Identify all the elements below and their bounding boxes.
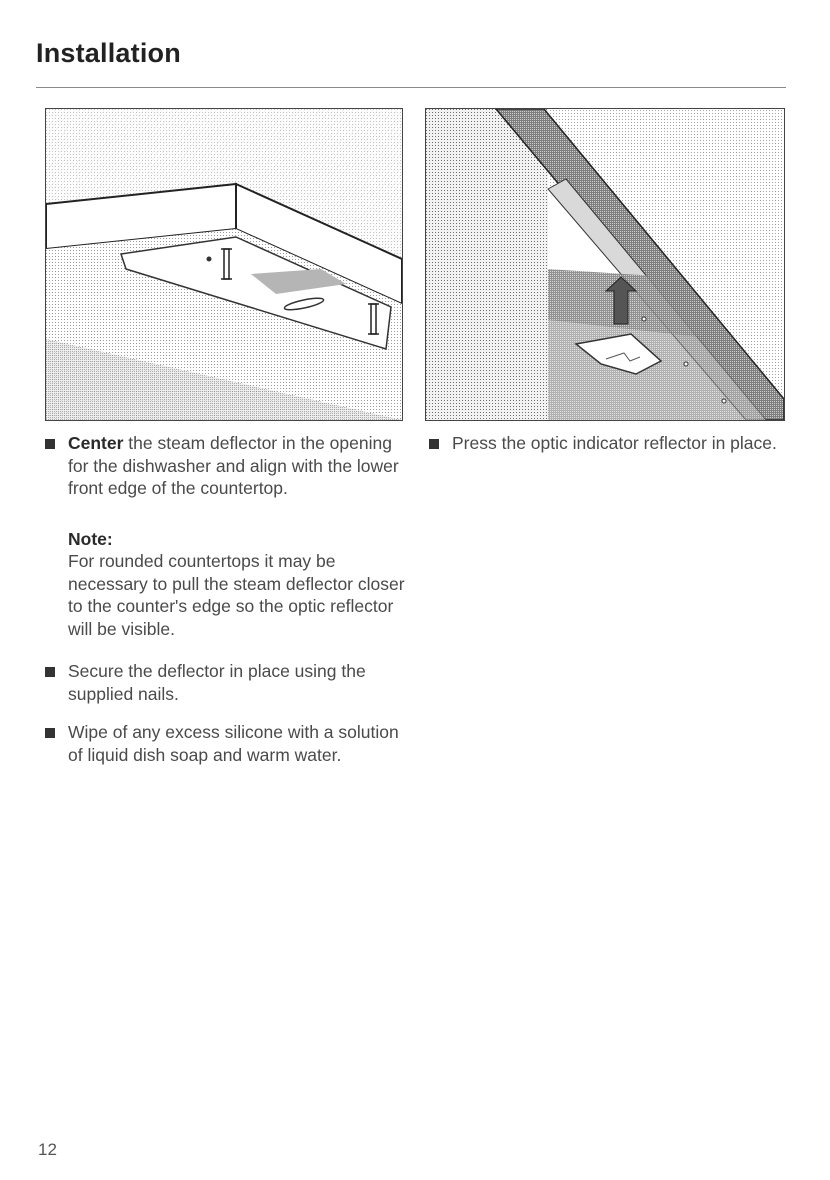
step-text: Wipe of any excess silicone with a solution of liquid dish soap and warm water.: [68, 722, 399, 765]
note-block: [44, 528, 414, 641]
right-text-column: [428, 432, 788, 471]
step-press-reflector: [428, 432, 788, 455]
bullet-icon: [45, 667, 55, 677]
optic-reflector-illustration: [426, 109, 784, 420]
step-secure-deflector: [44, 660, 414, 705]
step-bold-word: Center: [68, 433, 124, 453]
bullet-icon: [45, 439, 55, 449]
step-wipe-silicone: [44, 721, 414, 766]
note-heading: Note:: [68, 528, 113, 549]
steam-deflector-illustration: [46, 109, 402, 420]
title-divider: [36, 87, 786, 88]
step-text: the steam deflector in the opening for the dishwasher and align with the lower front edge of the countertop.: [68, 433, 399, 498]
step-center-deflector: [44, 432, 414, 500]
left-text-column: [44, 432, 414, 782]
figure-steam-deflector: [45, 108, 403, 421]
page-number: 12: [38, 1140, 57, 1159]
page-title: Installation: [36, 38, 181, 68]
step-text: Secure the deflector in place using the supplied nails.: [68, 661, 366, 704]
step-text: Press the optic indicator reflector in place.: [452, 433, 777, 453]
bullet-icon: [429, 439, 439, 449]
figure-optic-reflector: [425, 108, 785, 421]
note-text: For rounded countertops it may be necessary to pull the steam deflector closer to the counter's edge so the optic reflector will be visible.: [68, 551, 405, 639]
bullet-icon: [45, 728, 55, 738]
